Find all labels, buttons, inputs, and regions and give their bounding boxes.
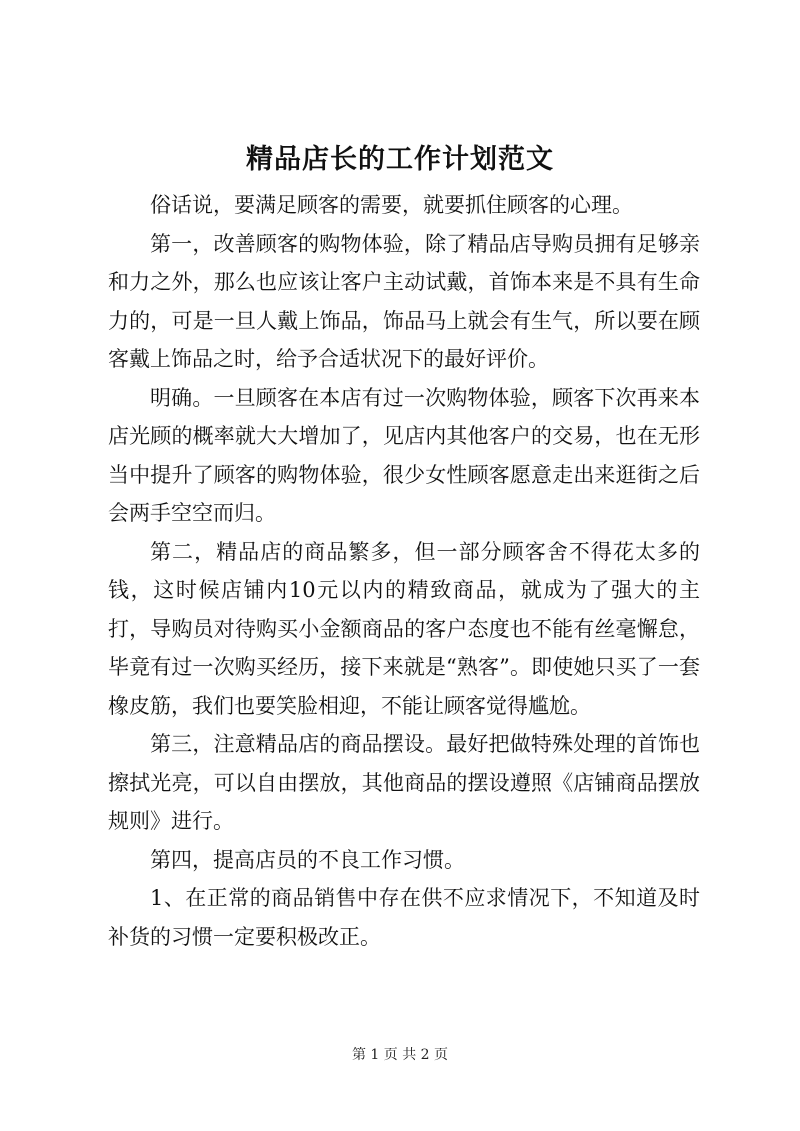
- document-body: [108, 186, 700, 956]
- paragraph-item-one: 1、在正常的商品销售中存在供不应求情况下，不知道及时补货的习惯一定要积极改正。: [108, 886, 700, 949]
- paragraph-point-two: 第二，精品店的商品繁多，但一部分顾客舍不得花太多的钱，这时候店铺内10元以内的精致商品，就成为了强大的主打，导购员对待购买小金额商品的客户态度也不能有丝毫懈怠，毕竟有过一次购买经历，接下来就是“熟客”。即使她只买了一套橡皮筋，我们也要笑脸相迎，不能让顾客觉得尴尬。: [108, 539, 700, 718]
- paragraph-point-one: 第一，改善顾客的购物体验，除了精品店导购员拥有足够亲和力之外，那么也应该让客户主动试戴，首饰本来是不具有生命力的，可是一旦人戴上饰品，饰品马上就会有生气，所以要在顾客戴上饰品之时，给予合适状况下的最好评价。: [108, 231, 700, 371]
- document-title: 精品店长的工作计划范文: [246, 144, 554, 175]
- page-number-footer: 第 1 页 共 2 页: [351, 1047, 449, 1063]
- paragraph-clarify: 明确。一旦顾客在本店有过一次购物体验，顾客下次再来本店光顾的概率就大大增加了，见店内其他客户的交易，也在无形当中提升了顾客的购物体验，很少女性顾客愿意走出来逛街之后会两手空空而归。: [108, 385, 700, 525]
- paragraph-point-three: 第三，注意精品店的商品摆设。最好把做特殊处理的首饰也擦拭光亮，可以自由摆放，其他商品的摆设遵照《店铺商品摆放规则》进行。: [108, 732, 700, 833]
- paragraph-point-four: 第四，提高店员的不良工作习惯。: [150, 847, 465, 872]
- paragraph-intro: 俗话说，要满足顾客的需要，就要抓住顾客的心理。: [150, 193, 633, 217]
